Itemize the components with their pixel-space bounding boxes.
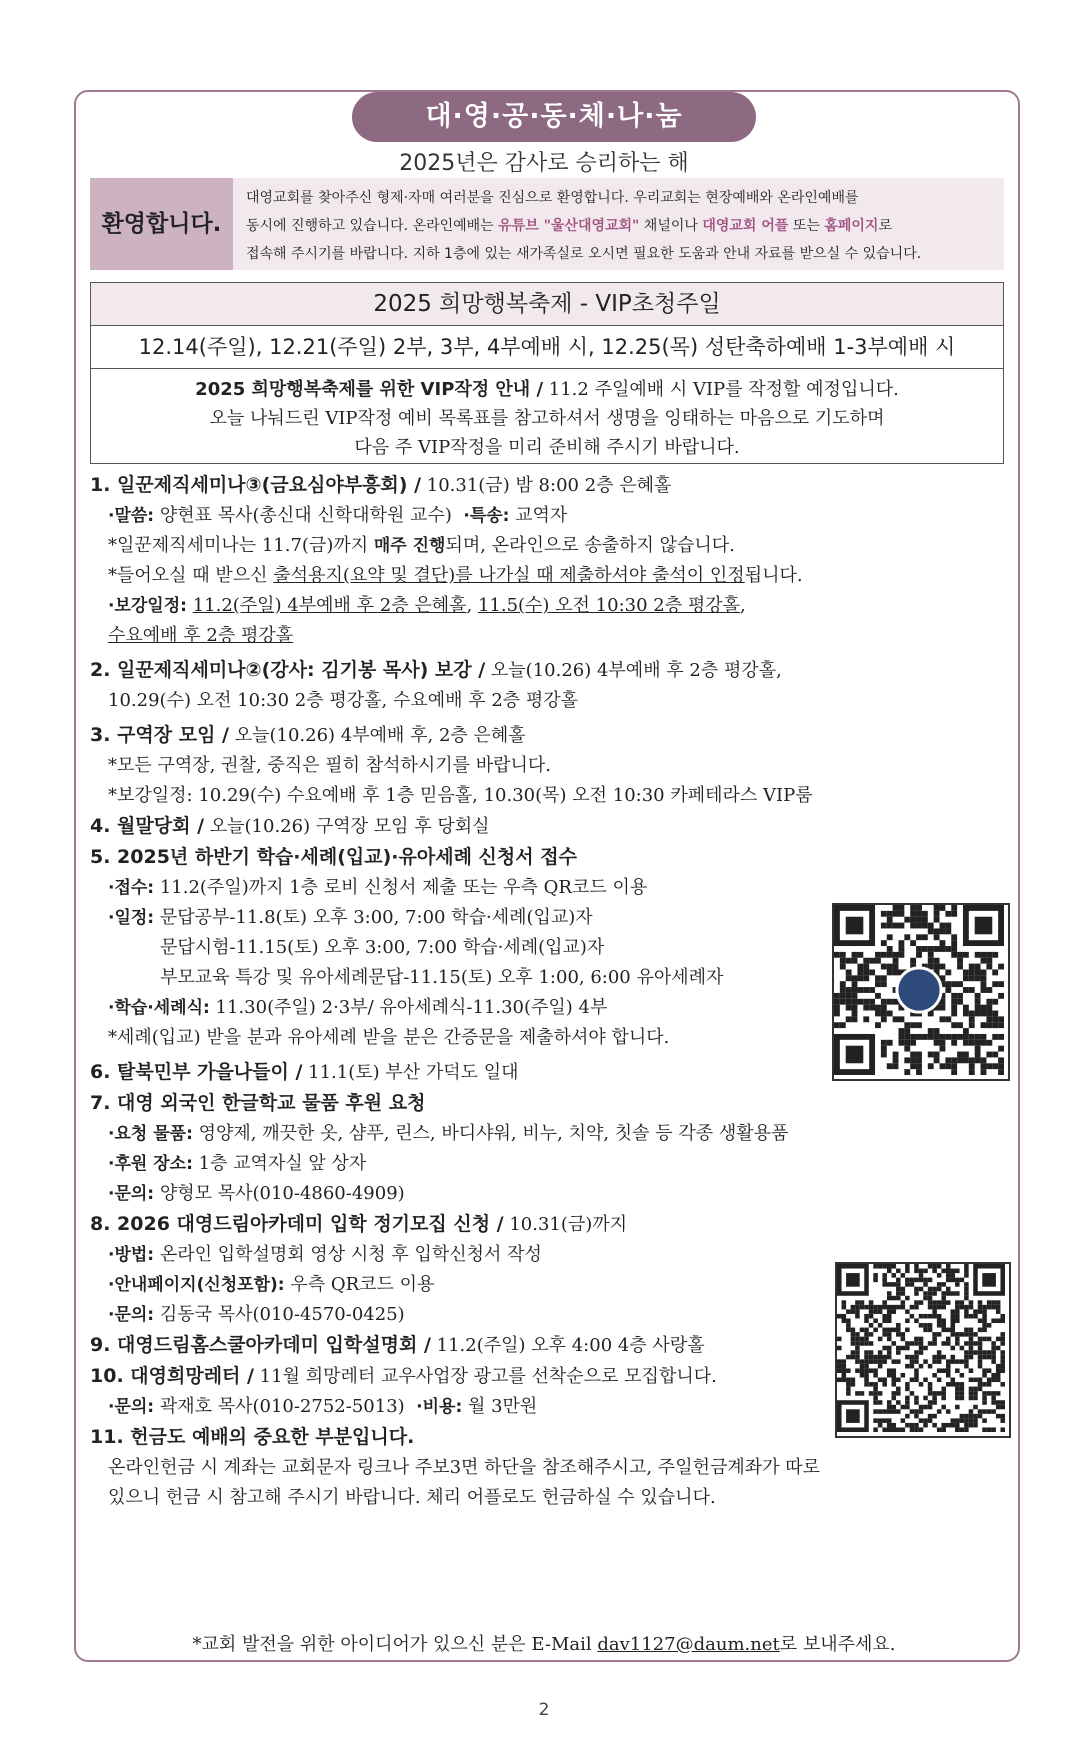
app-link[interactable]: 대영교회 어플 (702, 218, 789, 234)
announcement-4: 4. 월말당회 / 오늘(10.26) 구역장 모임 후 당회실 (90, 815, 490, 837)
vip-guide: 2025 희망행복축제를 위한 VIP작정 안내 / 11.2 주일예배 시 VIP를 작정할 예정입니다. 오늘 나눠드린 VIP작정 예비 목록표를 참고하셔서 생명을 잉태하는 마음으로 기도하며 다음 주 VIP작정을 미리 준비해 주시기 바랍니다. (195, 379, 899, 458)
homepage-link[interactable]: 홈페이지 (824, 218, 879, 234)
youtube-link[interactable]: 유튜브 "울산대영교회" (498, 218, 640, 234)
footnote: *교회 발전을 위한 아이디어가 있으신 분은 E-Mail dav1127@daum.net로 보내주세요. (192, 1634, 896, 1655)
page-number: 2 (538, 1700, 550, 1720)
announcement-5: 5. 2025년 하반기 학습·세례(입교)·유아세례 신청서 접수 (90, 846, 577, 868)
announcement-1: 1. 일꾼제직세미나③(금요심야부흥회) / 10.31(금) 밤 8:00 2층 은혜홀 (90, 474, 672, 496)
announcement-11: 11. 헌금도 예배의 중요한 부분입니다. (90, 1426, 415, 1448)
welcome-line: 동시에 진행하고 있습니다. 온라인예배는 유튜브 "울산대영교회" 채널이나 대영교회 어플 또는 홈페이지로 (246, 218, 892, 234)
vip-heading: 2025 희망행복축제 - VIP초청주일 (91, 283, 1003, 326)
announcement-10: 10. 대영희망레터 / 11월 희망레터 교우사업장 광고를 선착순으로 모집합니다. (90, 1365, 717, 1387)
email-link[interactable]: dav1127@daum.net (597, 1634, 780, 1655)
vip-box (90, 282, 1004, 464)
baptism-qr-code[interactable] (832, 903, 1010, 1081)
announcement-3: 3. 구역장 모임 / 오늘(10.26) 4부예배 후, 2층 은혜홀 (90, 724, 526, 746)
vip-guide-title: 2025 희망행복축제를 위한 VIP작정 안내 / (195, 379, 544, 400)
academy-qr-code[interactable] (835, 1262, 1011, 1438)
announcement-7: 7. 대영 외국인 한글학교 물품 후원 요청 (90, 1092, 426, 1114)
welcome-line: 접속해 주시기를 바랍니다. 지하 1층에 있는 새가족실로 오시면 필요한 도움과 안내 자료를 받으실 수 있습니다. (246, 246, 922, 262)
announcement-8: 8. 2026 대영드림아카데미 입학 정기모집 신청 / 10.31(금)까지 (90, 1213, 628, 1235)
page-title: 대·영·공·동·체·나·눔 (352, 92, 756, 142)
welcome-box (90, 178, 1004, 270)
welcome-line: 대영교회를 찾아주신 형제·자매 여러분을 진심으로 환영합니다. 우리교회는 현장예배와 온라인예배를 (246, 190, 859, 206)
page-subtitle: 2025년은 감사로 승리하는 해 (399, 151, 689, 176)
welcome-title: 환영합니다. (90, 178, 233, 270)
announcements: 1. 일꾼제직세미나③(금요심야부흥회) / 10.31(금) 밤 8:00 2층 은혜홀 ·말씀: 양현표 목사(총신대 신학대학원 교수) ·특송: 교역자 *일꾼제직세미나는 11.7(금)까지 매주 진행되며, 온라인으로 송출하지 않습니다. *들어오실 때 받으신 출석용지(요약 및 결단)를 나가실 때 제출하셔야 출석이 인정됩니다. ·보강일정: 11.2(주일) 4부예배 후 2층 은혜홀, 11.5(수) 오전 10:30 2층 평강홀, 수요예배 후 2층 평강홀 2. 일꾼제직세미나②(강사: 김기봉 목사) 보강 / 오늘(10.26) 4부예배 후 2층 평강홀, 10.29(수) 오전 10:30 2층 평강홀, 수요예배 후 2층 평강홀 3. 구역장 모임 / 오늘(10.26) 4부예배 후, 2층 은혜홀 *모든 구역장, 권찰, 중직은 필히 참석하시기를 바랍니다. *보강일정: 10.29(수) 수요예배 후 1층 믿음홀, 10.30(목) 오전 10:30 카페테라스 VIP룸 4. 월말당회 / 오늘(10.26) 구역장 모임 후 당회실 5. 2025년 하반기 학습·세례(입교)·유아세례 신청서 접수 ·접수: 11.2(주일)까지 1층 로비 신청서 제출 또는 우측 QR코드 이용 ·일정: 문답공부-11.8(토) 오후 3:00, 7:00 학습·세례(입교)자 문답시험-11.15(토) 오후 3:00, 7:00 학습·세례(입교)자 부모교육 특강 및 유아세례문답-11.15(토) 오후 1:00, 6:00 유아세례자 ·학습·세례식: 11.30(주일) 2·3부/ 유아세례식-11.30(주일) 4부 *세례(입교) 받을 분과 유아세례 받을 분은 간증문을 제출하셔야 합니다. 6. 탈북민부 가을나들이 / 11.1(토) 부산 가덕도 일대 7. 대영 외국인 한글학교 물품 후원 요청 ·요청 물품: 영양제, 깨끗한 옷, 샴푸, 린스, 바디샤워, 비누, 치약, 칫솔 등 각종 생활용품 ·후원 장소: 1층 교역자실 앞 상자 ·문의: 양형모 목사(010-4860-4909) 8. 2026 대영드림아카데미 입학 정기모집 신청 / 10.31(금)까지 ·방법: 온라인 입학설명회 영상 시청 후 입학신청서 작성 ·안내페이지(신청포함): 우측 QR코드 이용 ·문의: 김동국 목사(010-4570-0425) 9. 대영드림홈스쿨아카데미 입학설명회 / 11.2(주일) 오후 4:00 4층 사랑홀 10. 대영희망레터 / 11월 희망레터 교우사업장 광고를 선착순으로 모집합니다. ·문의: 곽재호 목사(010-2752-5013) ·비용: 월 3만원 11. 헌금도 예배의 중요한 부분입니다. 온라인헌금 시 계좌는 교회문자 링크나 주보3면 하단을 참조해주시고, 주일헌금계좌가 따로 있으니 헌금 시 참고해 주시기 바랍니다. 체리 어플로도 헌금하실 수 있습니다. (90, 470, 1010, 1513)
announcement-2: 2. 일꾼제직세미나②(강사: 김기봉 목사) 보강 / 오늘(10.26) 4부예배 후 2층 평강홀, (90, 659, 782, 681)
announcement-9: 9. 대영드림홈스쿨아카데미 입학설명회 / 11.2(주일) 오후 4:00 4층 사랑홀 (90, 1334, 705, 1356)
welcome-text (246, 184, 996, 268)
announcement-6: 6. 탈북민부 가을나들이 / 11.1(토) 부산 가덕도 일대 (90, 1061, 519, 1083)
vip-dates: 12.14(주일), 12.21(주일) 2부, 3부, 4부예배 시, 12.25(목) 성탄축하예배 1-3부예배 시 (91, 326, 1003, 369)
